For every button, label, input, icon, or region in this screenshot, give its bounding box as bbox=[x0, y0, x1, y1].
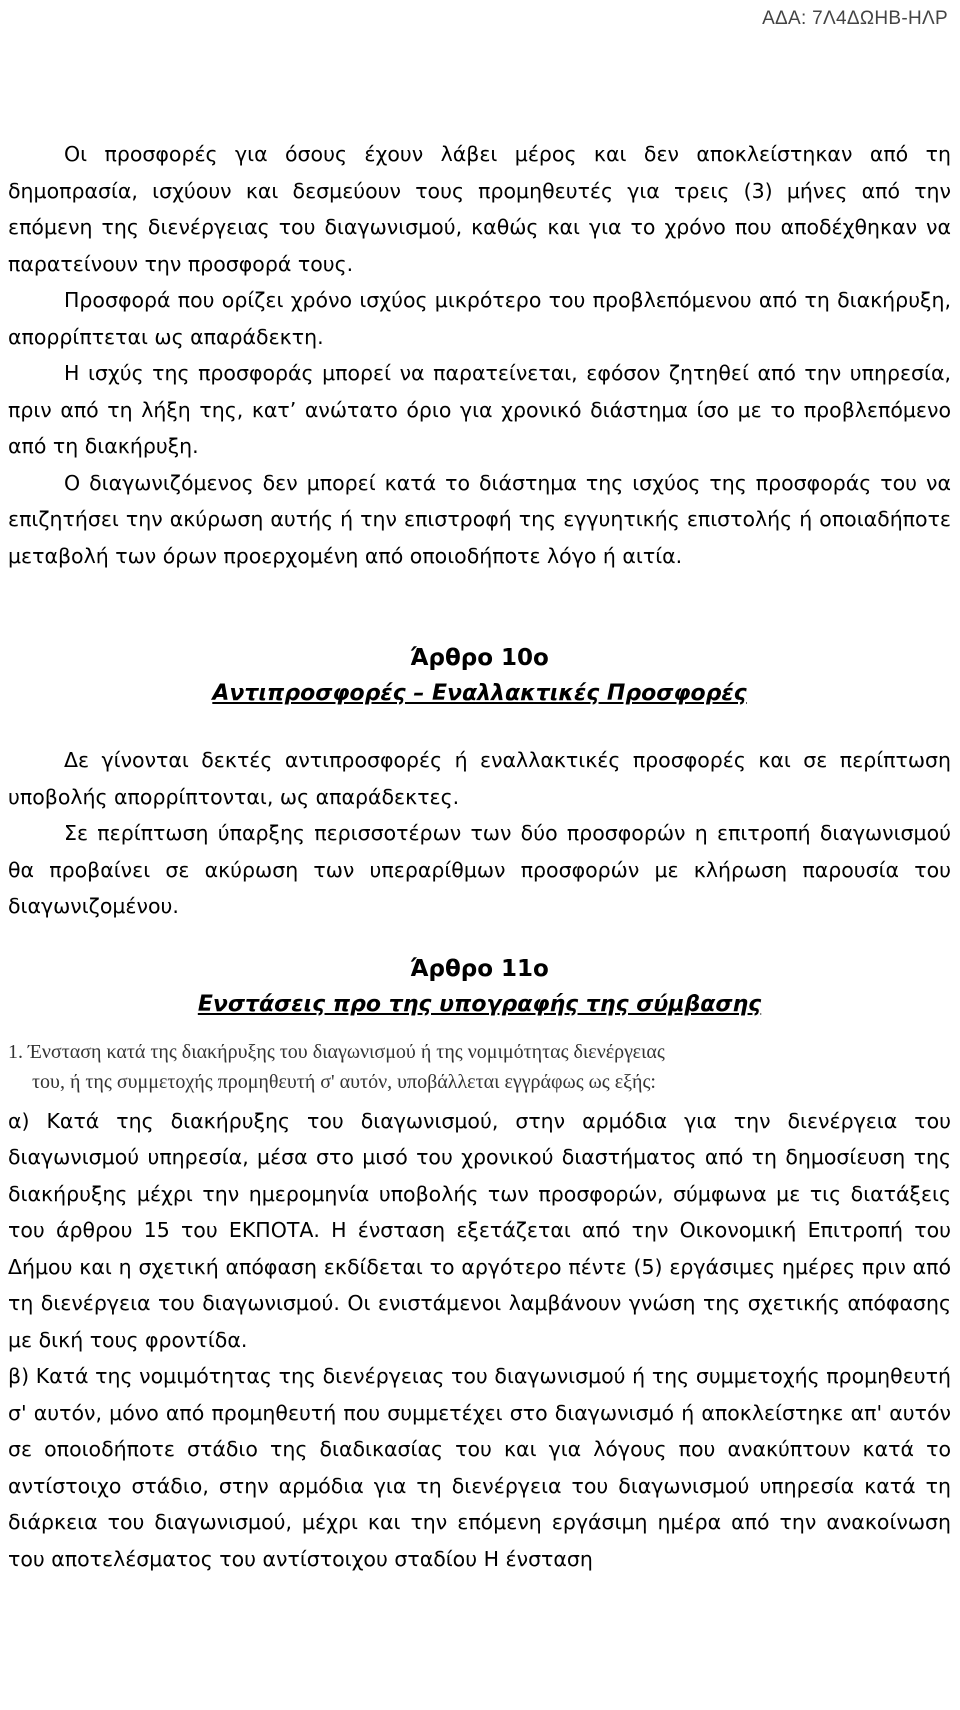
article-10-paragraph-counteroffers: Δε γίνονται δεκτές αντιπροσφορές ή εναλλακτικές προσφορές και σε περίπτωση υποβολής απορρίπτονται, ως απαράδεκτες. bbox=[8, 748, 951, 809]
article-11-section bbox=[8, 951, 951, 1578]
article-11-item-b: β) Κατά της νομιμότητας της διενέργειας του διαγωνισμού ή της συμμετοχής προμηθευτή σ' αυτόν, μόνο από προμηθευτή που συμμετέχει στο διαγωνισμό ή αποκλείστηκε απ' αυτόν σε οποιοδήποτε στάδιο της διαδικασίας του και για λόγους που ανακύπτουν κατά το αντίστοιχο στάδιο, στην αρμόδια για τη διενέργεια του διαγωνισμού υπηρεσία κατά τη διάρκεια του διαγωνισμού, μέχρι και την επόμενη εργάσιμη ημέρα από την ανακοίνωση του αποτελέσματος του αντίστοιχου σταδίου Η ένσταση bbox=[8, 1364, 951, 1571]
intro-paragraph-shorter-validity: Προσφορά που ορίζει χρόνο ισχύος μικρότερο του προβλεπόμενου από τη διακήρυξη, απορρίπτεται ως απαράδεκτη. bbox=[8, 288, 951, 349]
article-11-intro-line-1: 1. Ένσταση κατά της διακήρυξης του διαγωνισμού ή της νομιμότητας διενέργειας bbox=[8, 1040, 665, 1063]
article-11-heading: Άρθρο 11ο bbox=[410, 955, 549, 982]
article-11-intro-line-2: του, ή της συμμετοχής προμηθευτή σ' αυτόν, υποβάλλεται εγγράφως ως εξής: bbox=[32, 1070, 656, 1093]
document-body bbox=[8, 136, 951, 1577]
article-11-item-a: α) Κατά της διακήρυξης του διαγωνισμού, στην αρμόδια για την διενέργεια του διαγωνισμού υπηρεσία, μέσα στο μισό του χρονικού διαστήματος από τη δημοσίευση της διακήρυξης μέχρι την ημερομηνία υποβολής των προσφορών, σύμφωνα με τις διατάξεις του άρθρου 15 του ΕΚΠΟΤΑ. Η ένσταση εξετάζεται από την Οικονομική Επιτροπή του Δήμου και η σχετική απόφαση εκδίδεται το αργότερο πέντε (5) εργάσιμες ημέρες πριν από τη διενέργεια του διαγωνισμού. Οι ενιστάμενοι λαμβάνουν γνώση της σχετικής απόφασης με δική τους φροντίδα. bbox=[8, 1108, 951, 1352]
article-10-section bbox=[8, 640, 951, 925]
document-ada-code: ΑΔΑ: 7Λ4ΔΩΗΒ-ΗΛΡ bbox=[762, 8, 948, 29]
article-11-title: Ενστάσεις προ της υπογραφής της σύμβασης bbox=[197, 991, 762, 1017]
intro-paragraph-validity: Οι προσφορές για όσους έχουν λάβει μέρος και δεν αποκλείστηκαν από τη δημοπρασία, ισχύουν και δεσμεύουν τους προμηθευτές για τρεις (3) μήνες από την επόμενη της διενέργειας του διαγωνισμού, καθώς και για το χρόνο που αποδέχθηκαν να παρατείνουν την προσφορά τους. bbox=[8, 142, 951, 276]
intro-paragraph-extension: Η ισχύς της προσφοράς μπορεί να παρατείνεται, εφόσον ζητηθεί από την υπηρεσία, πριν από τη λήξη της, κατ’ ανώτατο όριο για χρονικό διάστημα ίσο με το προβλεπόμενο από τη διακήρυξη. bbox=[8, 361, 951, 458]
article-10-heading: Άρθρο 10ο bbox=[410, 645, 549, 671]
article-10-title: Αντιπροσφορές – Εναλλακτικές Προσφορές bbox=[212, 681, 747, 706]
intro-paragraph-no-withdrawal: Ο διαγωνιζόμενος δεν μπορεί κατά το διάστημα της ισχύος της προσφοράς του να επιζητήσει την ακύρωση αυτής ή την επιστροφή της εγγυητικής επιστολής ή οποιαδήποτε μεταβολή των όρων προερχομένη από οποιοδήποτε λόγο ή αιτία. bbox=[8, 470, 951, 568]
article-10-paragraph-draw: Σε περίπτωση ύπαρξης περισσοτέρων των δύο προσφορών η επιτροπή διαγωνισμού θα προβαίνει σε ακύρωση των υπεραρίθμων προσφορών με κλήρωση παρουσία του διαγωνιζομένου. bbox=[8, 821, 951, 918]
